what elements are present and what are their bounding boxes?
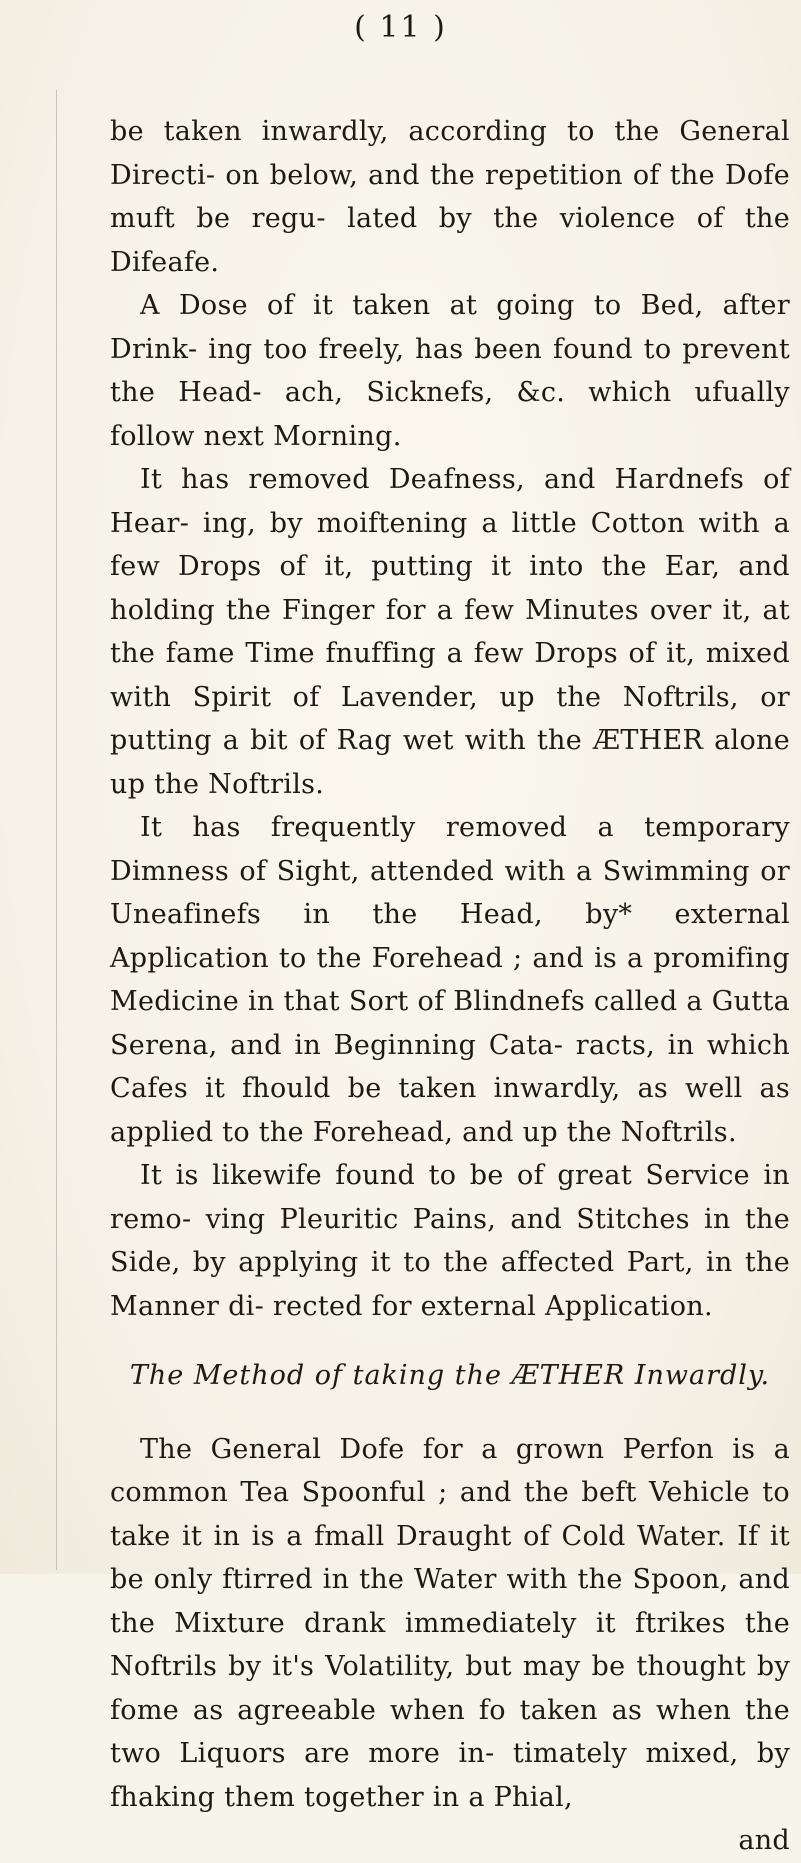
paragraph-4: It has frequently removed a temporary Dimness of Sight, attended with a Swimming or Uneafinefs in the Head, by* external Application to the Forehead ; and is a promifing Medicine in that Sort of Blindnefs called a Gutta Serena, and in Beginning Cata- racts, in which Cafes it fhould be taken inwardly, as well as applied to the Forehead, and up the Noftrils. — [110, 812, 790, 1148]
binding-shadow — [56, 90, 57, 1570]
paragraph-1: be taken inwardly, according to the General Directi- on below, and the repetition of the Dofe muft be regu- lated by the violence of the Difeafe. — [110, 116, 790, 278]
paragraph-5: It is likewife found to be of great Service in remo- ving Pleuritic Pains, and Stitches in the Side, by applying it to the affected Part, in the Manner di- rected for external Application. — [110, 1160, 790, 1322]
paragraph-6: The General Dofe for a grown Perfon is a common Tea Spoonful ; and the beft Vehicle to take it in is a fmall Draught of Cold Water. If it be only ftirred in the Water with the Spoon, and the Mixture drank immediately it ftrikes the Noftrils by it's Volatility, but may be thought by fome as agreeable when fo taken as when the two Liquors are more in- timately mixed, by fhaking them together in a Phial, — [110, 1433, 790, 1813]
page-number: ( 11 ) — [354, 10, 447, 45]
section-heading: The Method of taking the ÆTHER Inwardly. — [129, 1360, 771, 1391]
paragraph-3: It has removed Deafness, and Hardnefs of Hear- ing, by moiftening a little Cotton with a few Drops of it, putting it into the Ear, and holding the Finger for a few Minutes over it, at the fame Time fnuffing a few Drops of it, mixed with Spirit of Lavender, up the Noftrils, or putting a bit of Rag wet with the ÆTHER alone up the Noftrils. — [110, 464, 790, 800]
body-text — [110, 110, 790, 1863]
catchword: and — [738, 1825, 790, 1856]
paragraph-2: A Dose of it taken at going to Bed, after Drink- ing too freely, has been found to prevent the Head- ach, Sicknefs, &c. which ufually follow next Morning. — [110, 290, 790, 452]
